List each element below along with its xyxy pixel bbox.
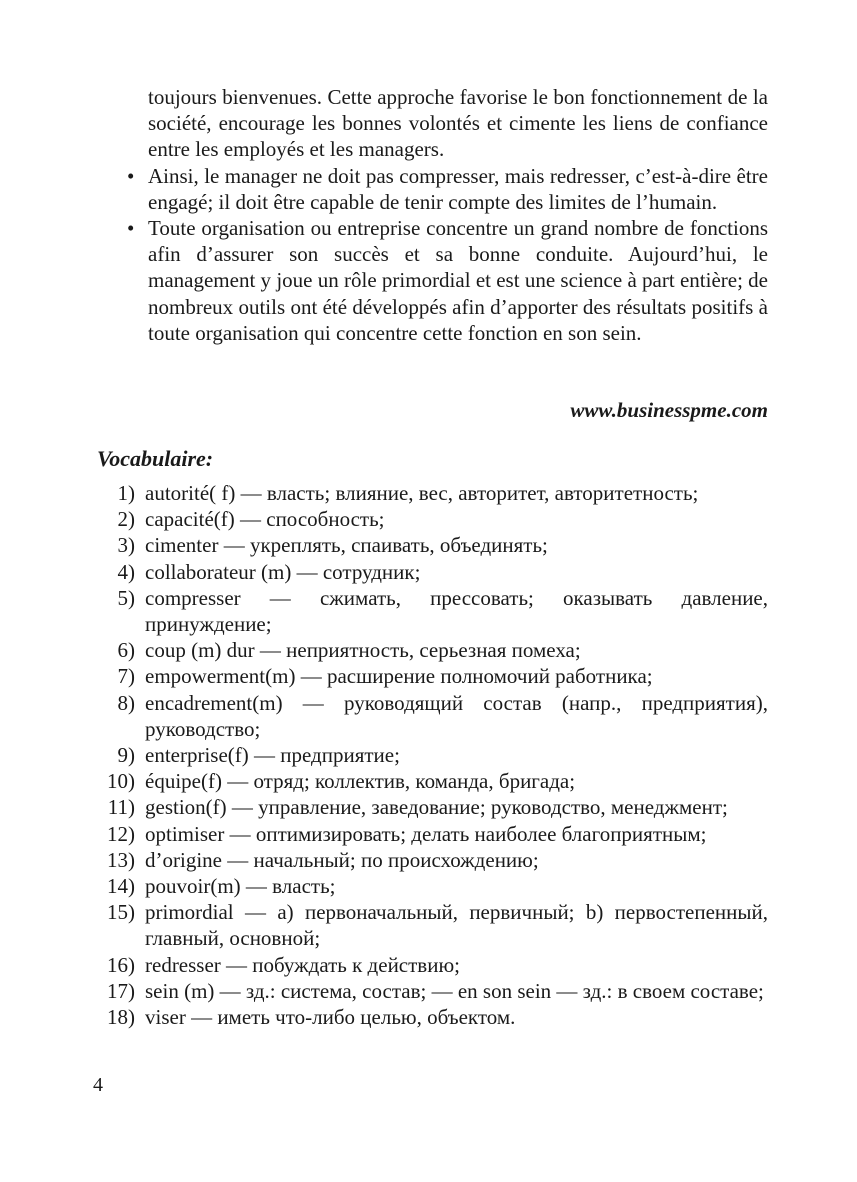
vocabulary-item-number: 15) xyxy=(107,900,135,925)
vocabulary-item-number: 3) xyxy=(117,533,135,558)
vocabulary-item xyxy=(88,480,768,506)
vocabulary-item-number: 16) xyxy=(107,952,135,977)
vocabulary-item xyxy=(88,873,768,899)
vocabulary-item-number: 17) xyxy=(107,978,135,1003)
vocabulary-item-number: 5) xyxy=(117,585,135,610)
body-text xyxy=(127,84,768,346)
bullet-text: Ainsi, le manager ne doit pas compresser, mais redresser, c’est-à-dire être engagé; il doit être capable de tenir compte des limites de l’humain. xyxy=(148,163,768,214)
vocabulary-item xyxy=(88,794,768,820)
vocabulary-item xyxy=(88,532,768,558)
vocabulary-item-text: équipe(f) — отряд; коллектив, команда, бригада; xyxy=(145,769,576,794)
vocabulary-item-number: 9) xyxy=(117,743,135,768)
vocabulary-item-text: autorité( f) — власть; влияние, вес, авторитет, авторитетность; xyxy=(145,481,699,505)
vocabulary-item-text: gestion(f) — управление, заведование; руководство, менеджмент; xyxy=(145,795,728,820)
vocabulary-item xyxy=(88,899,768,951)
bullet-item xyxy=(127,163,768,215)
vocabulary-item-text: encadrement(m) — руководящий состав (напр., предприятия), руководство; xyxy=(145,690,768,741)
vocabulary-item xyxy=(88,585,768,637)
vocabulary-item xyxy=(88,663,768,689)
vocabulary-item xyxy=(88,768,768,794)
vocabulary-item-number: 12) xyxy=(107,821,135,846)
vocabulary-item-text: enterprise(f) — предприятие; xyxy=(145,743,400,768)
vocabulary-item-text: pouvoir(m) — власть; xyxy=(145,874,336,899)
vocabulary-item-text: coup (m) dur — неприятность, серьезная помеха; xyxy=(145,638,581,663)
vocabulary-item xyxy=(88,506,768,532)
vocabulary-item xyxy=(88,1004,768,1030)
vocabulary-item xyxy=(88,690,768,742)
vocabulary-item-number: 7) xyxy=(117,664,135,689)
vocabulary-item-text: viser — иметь что-либо целью, объектом. xyxy=(145,1005,516,1030)
vocabulary-list xyxy=(88,480,768,1030)
bullet-text: Toute organisation ou entreprise concentre un grand nombre de fonctions afin d’assurer son succès et sa bonne conduite. Aujourd’hui, le management y joue un rôle primordial et est une science à part entière; de nombreux outils ont été développés afin d’apporter des résultats positifs à toute organisation qui concentre cette fonction en son sein. xyxy=(148,216,768,345)
vocabulary-item xyxy=(88,637,768,663)
vocabulary-item xyxy=(88,952,768,978)
vocabulary-item-text: optimiser — оптимизировать; делать наиболее благоприятным; xyxy=(145,821,707,846)
bullet-icon: • xyxy=(127,163,135,188)
vocabulary-item-text: empowerment(m) — расширение полномочий работника; xyxy=(145,664,653,689)
vocabulary-item-text: capacité(f) — способность; xyxy=(145,507,385,532)
vocabulary-item-number: 2) xyxy=(117,507,135,532)
paragraph-continuation: toujours bienvenues. Cette approche favorise le bon fonctionnement de la société, encourage les bonnes volontés et cimente les liens de confiance entre les employés et les managers. xyxy=(148,85,768,162)
vocabulary-item xyxy=(88,847,768,873)
vocabulary-item-number: 10) xyxy=(107,769,135,794)
page-number: 4 xyxy=(93,1074,103,1096)
vocabulary-item-text: compresser — сжимать, прессовать; оказывать давление, принуждение; xyxy=(145,585,768,637)
source-link: www.businesspme.com xyxy=(570,398,768,422)
vocabulary-item-number: 1) xyxy=(117,481,135,505)
vocabulary-item-text: redresser — побуждать к действию; xyxy=(145,952,460,977)
vocabulary-item-number: 18) xyxy=(107,1005,135,1030)
vocabulary-item-number: 6) xyxy=(117,638,135,663)
vocabulary-item-text: sein (m) — зд.: система, состав; — en son sein — зд.: в своем составе; xyxy=(145,978,764,1003)
vocabulary-item xyxy=(88,978,768,1004)
vocabulary-heading: Vocabulaire: xyxy=(97,446,214,471)
vocabulary-item-number: 4) xyxy=(117,559,135,584)
bullet-item xyxy=(127,215,768,346)
vocabulary-item-number: 13) xyxy=(107,847,135,872)
vocabulary-item-text: collaborateur (m) — сотрудник; xyxy=(145,559,421,584)
vocabulary-item xyxy=(88,821,768,847)
vocabulary-item-text: d’origine — начальный; по происхождению; xyxy=(145,847,539,872)
vocabulary-item-number: 8) xyxy=(117,690,135,715)
vocabulary-item-text: primordial — a) первоначальный, первичный; b) первостепенный, главный, основной; xyxy=(145,900,768,951)
vocabulary-item-number: 14) xyxy=(107,874,135,899)
vocabulary-item xyxy=(88,559,768,585)
bullet-icon: • xyxy=(127,216,135,241)
vocabulary-item xyxy=(88,742,768,768)
vocabulary-item-number: 11) xyxy=(107,795,135,820)
vocabulary-item-text: cimenter — укреплять, спаивать, объединять; xyxy=(145,533,548,558)
